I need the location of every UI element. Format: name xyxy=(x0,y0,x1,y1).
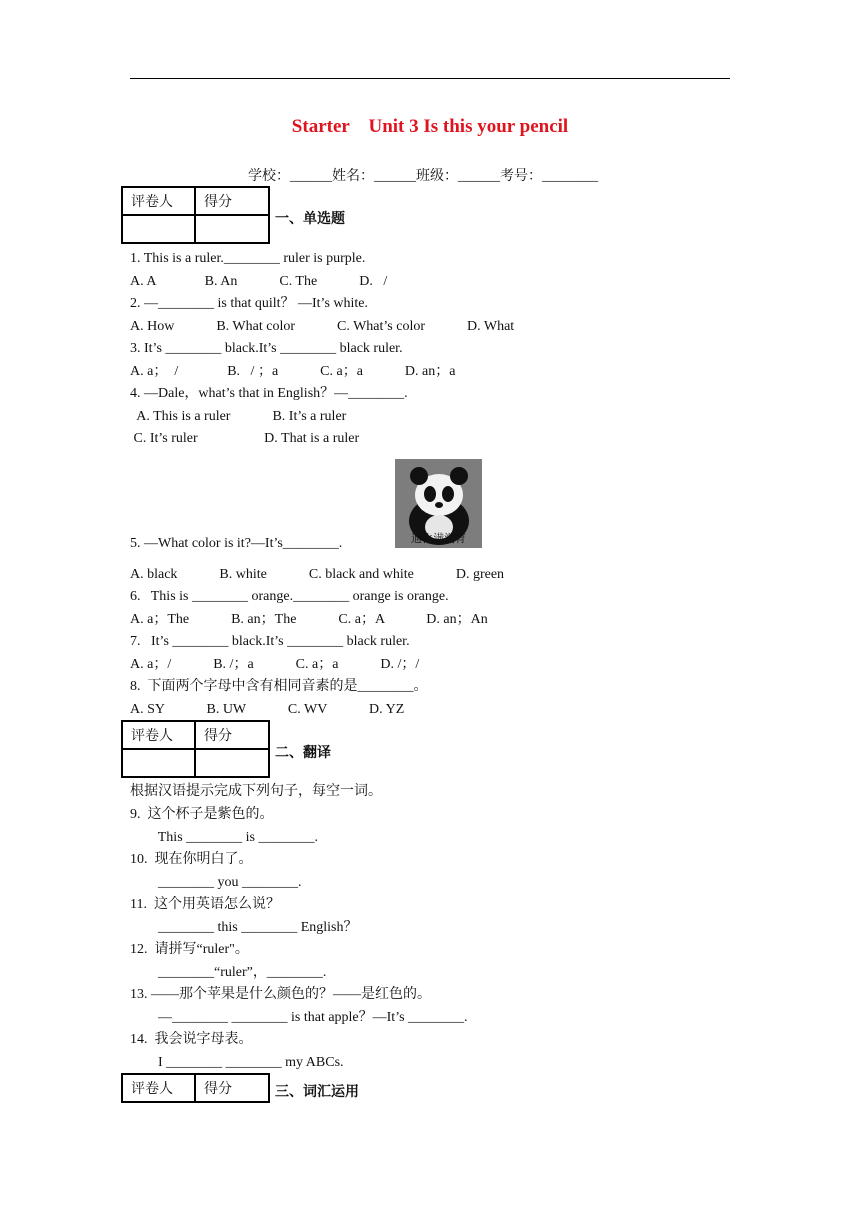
section-heading: 三、词汇运用 xyxy=(275,1084,359,1100)
question-line: 9. 这个杯子是紫色的。 xyxy=(130,807,274,822)
question-line: 10. 现在你明白了。 xyxy=(130,852,253,867)
answer-line: ________ this ________ English？ xyxy=(130,920,358,935)
question-line: 3. It’s ________ black.It’s ________ black ruler. xyxy=(130,341,403,356)
section-instruction: 根据汉语提示完成下列句子，每空一词。 xyxy=(130,784,382,799)
question-line: 5. —What color is it?—It’s________. xyxy=(130,536,343,551)
panda-image xyxy=(395,459,482,548)
options-line: A. This is a ruler B. It’s a ruler xyxy=(130,409,347,424)
reviewer-cell[interactable] xyxy=(122,215,195,243)
score-label: 得分 xyxy=(195,721,269,749)
question-line: 13. ——那个苹果是什么颜色的？——是红色的。 xyxy=(130,987,431,1002)
answer-line: This ________ is ________. xyxy=(130,830,318,845)
question-line: 6. This is ________ orange.________ orange is orange. xyxy=(130,589,449,604)
score-table xyxy=(121,186,270,244)
reviewer-label: 评卷人 xyxy=(122,1074,195,1102)
options-line: C. It’s ruler D. That is a ruler xyxy=(130,431,360,446)
score-cell[interactable] xyxy=(195,215,269,243)
score-label: 得分 xyxy=(195,1074,269,1102)
options-line: A. A B. An C. The D. / xyxy=(130,274,388,289)
question-line: 4. —Dale，what’s that in English？—________. xyxy=(130,386,408,401)
section-heading: 一、单选题 xyxy=(275,211,345,227)
reviewer-cell[interactable] xyxy=(122,749,195,777)
question-line: 2. —________ is that quilt？ —It’s white. xyxy=(130,296,368,311)
image-watermark: 通化满润育 xyxy=(411,532,466,545)
options-line: A. a；The B. an；The C. a；A D. an；An xyxy=(130,612,488,627)
student-info-line: 学校：______姓名：______班级：______考号：________ xyxy=(248,169,598,184)
answer-line: —________ ________ is that apple？—It’s ________. xyxy=(130,1010,468,1025)
options-line: A. a；/ B. /；a C. a；a D. /；/ xyxy=(130,657,420,672)
question-line: 8. 下面两个字母中含有相同音素的是________。 xyxy=(130,679,428,694)
page-title: Starter Unit 3 Is this your pencil xyxy=(291,116,569,137)
options-line: A. black B. white C. black and white D. green xyxy=(130,567,505,582)
options-line: A. SY B. UW C. WV D. YZ xyxy=(130,702,405,717)
question-line: 14. 我会说字母表。 xyxy=(130,1032,253,1047)
options-line: A. How B. What color C. What’s color D. What xyxy=(130,319,515,334)
section-heading: 二、翻译 xyxy=(275,745,331,761)
answer-line: ________ you ________. xyxy=(130,875,302,890)
question-line: 11. 这个用英语怎么说？ xyxy=(130,897,280,912)
question-line: 7. It’s ________ black.It’s ________ black ruler. xyxy=(130,634,410,649)
reviewer-label: 评卷人 xyxy=(122,187,195,215)
answer-line: ________“ruler”，________. xyxy=(130,965,327,980)
reviewer-label: 评卷人 xyxy=(122,721,195,749)
score-table xyxy=(121,1073,270,1103)
score-label: 得分 xyxy=(195,187,269,215)
question-line: 12. 请拼写“ruler"。 xyxy=(130,942,249,957)
header-rule xyxy=(130,78,730,79)
answer-line: I ________ ________ my ABCs. xyxy=(130,1055,344,1070)
question-line: 1. This is a ruler.________ ruler is purple. xyxy=(130,251,366,266)
options-line: A. a； / B. / ；a C. a；a D. an；a xyxy=(130,364,456,379)
score-table xyxy=(121,720,270,778)
score-cell[interactable] xyxy=(195,749,269,777)
